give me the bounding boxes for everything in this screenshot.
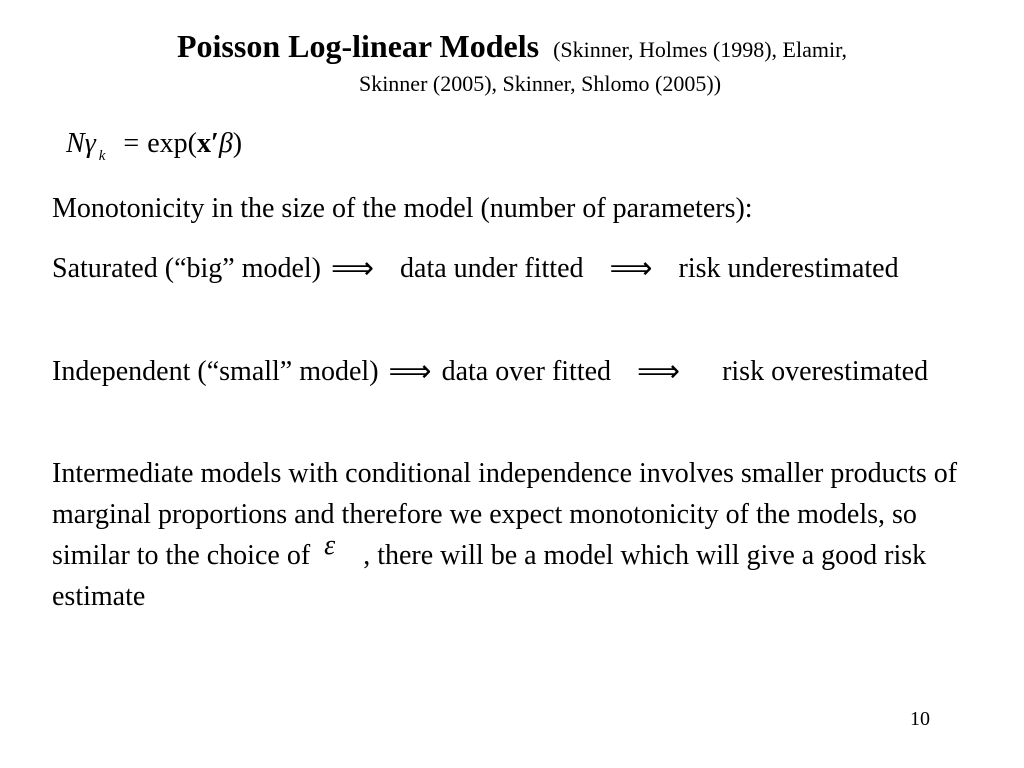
- paragraph-saturated: [52, 248, 972, 289]
- paragraph-intermediate: [52, 453, 972, 617]
- independent-lead: Independent (“small” model): [52, 356, 379, 387]
- slide-title: [40, 22, 984, 99]
- implies-arrow-icon: ⟹: [637, 354, 681, 389]
- title-citation-line1: (Skinner, Holmes (1998), Elamir,: [553, 37, 848, 62]
- paragraph-independent: [52, 351, 972, 392]
- independent-end: risk overestimated: [722, 356, 929, 387]
- formula-exp: exp(: [147, 128, 197, 159]
- paragraph-monotonicity: Monotonicity in the size of the model (number of parameters):: [52, 193, 753, 224]
- implies-arrow-icon: ⟹: [331, 251, 375, 286]
- epsilon-symbol: ε: [324, 530, 336, 561]
- saturated-end: risk underestimated: [678, 253, 899, 284]
- formula-subscript-k: k: [98, 148, 106, 164]
- formula-x-vector: x: [196, 128, 211, 159]
- formula-close: ): [232, 128, 243, 159]
- formula-n: N: [66, 128, 85, 159]
- independent-middle: data over fitted: [441, 356, 612, 387]
- implies-arrow-icon: ⟹: [609, 251, 653, 286]
- page-number: 10: [910, 708, 930, 730]
- title-main: Poisson Log-linear Models: [176, 28, 540, 64]
- saturated-middle: data under fitted: [400, 253, 584, 284]
- saturated-lead: Saturated (“big” model): [52, 253, 322, 284]
- formula-equals: =: [123, 128, 140, 159]
- implies-arrow-icon: ⟹: [388, 354, 432, 389]
- formula-gamma: γ: [84, 128, 96, 159]
- model-formula: [66, 124, 242, 168]
- formula-prime: ′: [210, 128, 219, 159]
- intermediate-part1: Intermediate models with conditional independence involves smaller products of marginal proportions and therefore we expect monotonicity of the models, so similar to the choice of: [52, 458, 958, 571]
- intermediate-part2: , there will be a model which will give a good risk estimate: [52, 540, 927, 612]
- formula-beta: β: [218, 128, 233, 159]
- title-citation-line2: Skinner (2005), Skinner, Shlomo (2005)): [358, 71, 722, 96]
